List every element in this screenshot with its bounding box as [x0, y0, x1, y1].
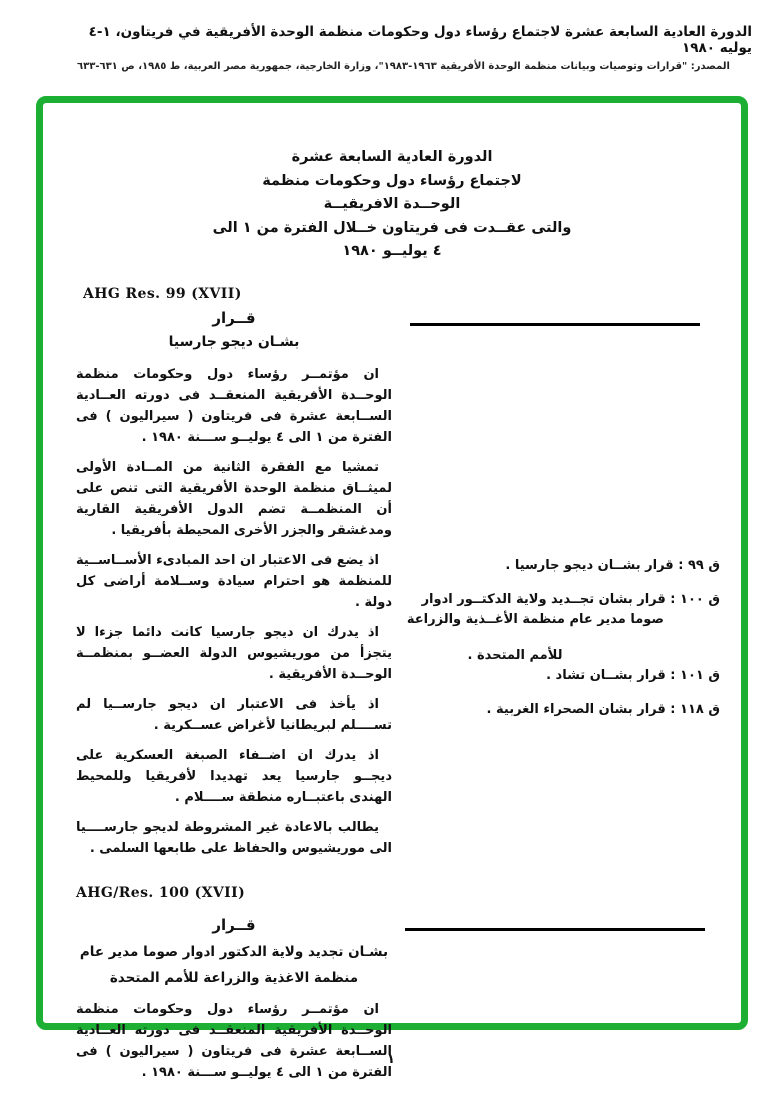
resolution-title-text: قرار بشان تجــديد ولاية الدكتــور ادوار صوما مدير عام منظمة الأغــذية والزراعة	[406, 592, 666, 627]
session-title-line: الوحــدة الافريقيــة	[323, 196, 461, 212]
resolution-number: ق ٩٩ :	[678, 558, 720, 573]
list-item-continuation: للأمم المتحدة .	[467, 648, 563, 663]
resolution-100-paragraph: ان مؤتمــر رؤساء دول وحكومات منظمة الوحــدة الأفريقية المنعقــد فى دورته العــادية الســابعة عشرة فى فريتاون ( سيراليون ) فى الفترة من ١ الى ٤ يوليــو ســـنة ١٩٨٠ .	[76, 1002, 392, 1080]
session-title-block	[36, 146, 748, 264]
list-item	[406, 666, 720, 686]
left-column	[76, 308, 392, 1092]
session-title-line: لاجتماع رؤساء دول وحكومات منظمة	[262, 172, 522, 189]
resolution-title-text: قرار بشــان تشاد .	[546, 668, 666, 683]
session-title-line: والتى عقــدت فى فريتاون خــلال الفترة من ١ الى	[212, 219, 572, 236]
session-title-line: الدورة العادية السابعة عشرة	[291, 149, 493, 165]
document-source-header-line1: الدورة العادية السابعة عشرة لاجتماع رؤساء دول وحكومات منظمة الوحدة الأفريقية في فريتاون، ١-٤ يوليه ١٩٨٠	[88, 24, 752, 56]
divider-line-bottom	[405, 928, 705, 931]
resolution-99-label: AHG Res. 99 (XVII)	[83, 286, 242, 302]
list-item	[406, 700, 720, 720]
resolution-99-paragraph: تمشيا مع الفقرة الثانية من المــادة الأولى لميثــاق منظمة الوحدة الأفريقية التى تنص على أن المنظمــة تضم الدول الأفريقية القارية ومدغشقر والجزر الأخرى المحيطة بأفريقيا .	[76, 460, 392, 538]
list-item	[406, 556, 720, 576]
resolution-number: ق ١٠٠ :	[670, 592, 720, 607]
resolution-99-paragraph: اذ يدرك ان ديجو جارسيا كانت دائما جزءا لا يتجزأ من موريشيوس الدولة العضــو بمنظمــة الوحــدة الأفريقية .	[76, 625, 392, 682]
resolution-99-title: قــرار	[212, 309, 256, 327]
divider-line-top	[410, 323, 700, 326]
resolutions-list	[406, 556, 720, 734]
resolution-number: ق ١١٨ :	[670, 702, 720, 717]
document-source-header-line2: المصدر: "قرارات وتوصيات وبيانات منظمة الوحدة الأفريقية ١٩٦٣-١٩٨٣"، وزارة الخارجية، جمهورية مصر العربية، ط ١٩٨٥، ص ٦٣١-٦٣٣	[77, 61, 730, 72]
session-title-line: ٤ يوليــو ١٩٨٠	[342, 243, 442, 259]
resolution-99-paragraph: ان مؤتمــر رؤساء دول وحكومات منظمة الوحــدة الأفريقية المنعقــد فى دورته العــادية الســابعة عشرة فى فريتاون ( سيراليون ) فى الفترة من ١ الى ٤ يوليــو ســـنة ١٩٨٠ .	[76, 367, 392, 445]
resolution-100-title: قــرار	[212, 916, 256, 934]
list-item	[406, 590, 720, 630]
resolution-99-subtitle: بشـان ديجو جارسيا	[168, 334, 300, 350]
resolution-99-paragraph: اذ يأخذ فى الاعتبار ان ديجو جارســيا لم تســــلم لبريطانيا لأغراض عســكرية .	[76, 697, 392, 733]
resolution-99-paragraph: يطالب بالاعادة غير المشروطة لديجو جارســــيا الى موريشيوس والحفاظ على طابعها السلمى .	[76, 820, 392, 856]
resolution-99-paragraph: اذ يدرك ان اضــفاء الصبغة العسكرية على ديجــو جارسيا يعد تهديدا لأفريقيا وللمحيط الهندى باعتبــاره منطقة ســــلام .	[76, 748, 392, 805]
resolution-title-text: قرار بشــان ديجو جارسيا .	[505, 558, 674, 573]
resolution-title-text: قرار بشان الصحراء الغربية .	[486, 702, 666, 717]
resolution-number: ق ١٠١ :	[670, 668, 720, 683]
page-number: ١	[387, 1052, 395, 1067]
resolution-100-subtitle-line1: بشـان تجديد ولاية الدكتور ادوار صوما مدير عام	[79, 944, 389, 960]
resolution-99-paragraph: اذ يضع فى الاعتبار ان احد المبادىء الأســاســية للمنظمة هو احترام سيادة وســلامة أراضى كل دولة .	[76, 553, 392, 610]
resolution-100-label: AHG/Res. 100 (XVII)	[76, 885, 246, 901]
resolution-100-subtitle-line2: منظمة الاغذية والزراعة للأمم المتحدة	[109, 970, 359, 986]
resolution-100-subtitle	[76, 939, 392, 991]
